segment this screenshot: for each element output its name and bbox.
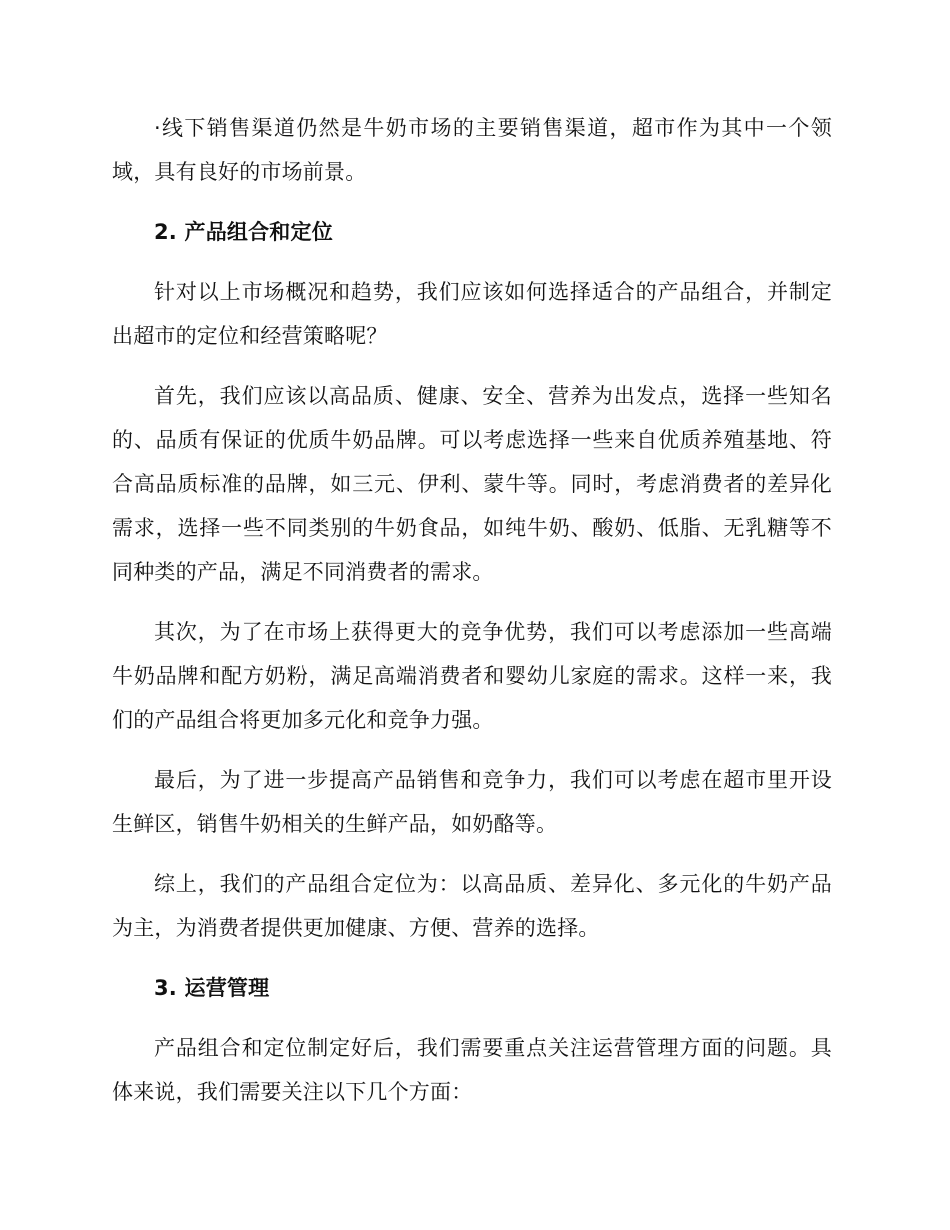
section-2-summary-paragraph: 综上，我们的产品组合定位为：以高品质、差异化、多元化的牛奶产品为主，为消费者提供更加健康、方便、营养的选择。 [112,872,832,940]
section-2-first-paragraph: 首先，我们应该以高品质、健康、安全、营养为出发点，选择一些知名的、品质有保证的优质牛奶品牌。可以考虑选择一些来自优质养殖基地、符合高品质标准的品牌，如三元、伊利、蒙牛等。同时，考虑消费者的差异化需求，选择一些不同类别的牛奶食品，如纯牛奶、酸奶、低脂、无乳糖等不同种类的产品，满足不同消费者的需求。 [112,384,832,584]
section-3-intro-paragraph: 产品组合和定位制定好后，我们需要重点关注运营管理方面的问题。具体来说，我们需要关注以下几个方面： [112,1036,832,1104]
intro-bullet-paragraph: ·线下销售渠道仍然是牛奶市场的主要销售渠道，超市作为其中一个领域，具有良好的市场前景。 [112,116,832,184]
document-page [112,106,832,1130]
section-2-heading: 2. 产品组合和定位 [154,220,333,244]
section-2-third-paragraph: 最后，为了进一步提高产品销售和竞争力，我们可以考虑在超市里开设生鲜区，销售牛奶相关的生鲜产品，如奶酪等。 [112,768,832,836]
section-2-second-paragraph: 其次，为了在市场上获得更大的竞争优势，我们可以考虑添加一些高端牛奶品牌和配方奶粉，满足高端消费者和婴幼儿家庭的需求。这样一来，我们的产品组合将更加多元化和竞争力强。 [112,620,832,732]
section-3-heading: 3. 运营管理 [154,976,270,1000]
section-2-intro-paragraph: 针对以上市场概况和趋势，我们应该如何选择适合的产品组合，并制定出超市的定位和经营策略呢？ [112,280,832,348]
